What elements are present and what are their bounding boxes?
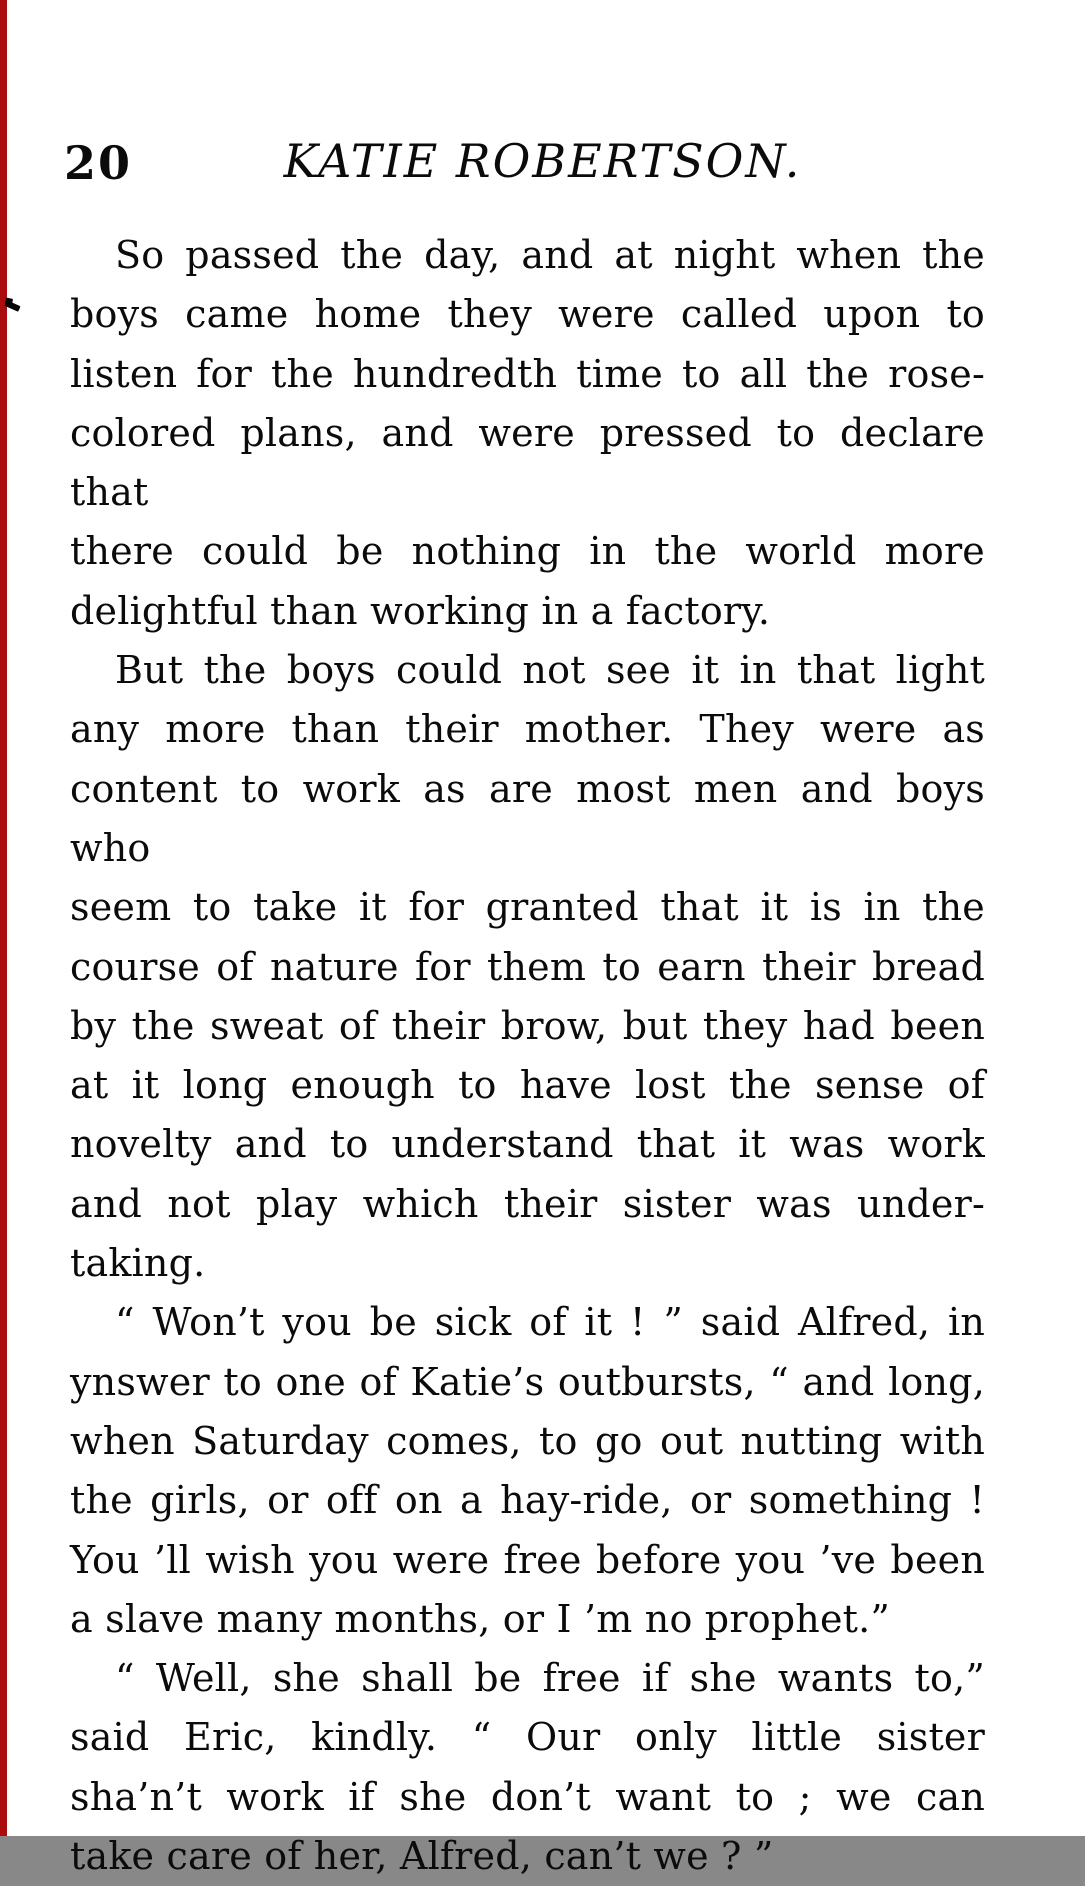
text-line: course of nature for them to earn their bread [70,944,985,989]
text-line: at it long enough to have lost the sense of [70,1063,985,1108]
text-line: ynswer to one of Katie’s outbursts, “ and long, [70,1359,985,1404]
text-line: boys came home they were called upon to [70,292,985,337]
text-line: any more than their mother. They were as [70,707,985,752]
text-line: said Eric, kindly. “ Our only little sister [70,1715,985,1760]
page-number: 20 [64,136,133,190]
text-line: novelty and to understand that it was work [70,1122,985,1167]
text-line: So passed the day, and at night when the [115,233,985,277]
text-line: by the sweat of their brow, but they had been [70,1003,985,1048]
paragraph [70,1293,985,1649]
text-line: take care of her, Alfred, can’t we ? ” [70,1834,774,1879]
text-line: taking. [70,1241,206,1286]
text-line: seem to take it for granted that it is in the [70,885,985,930]
running-title: KATIE ROBERTSON. [283,134,802,188]
text-line: when Saturday comes, to go out nutting with [70,1418,985,1463]
text-line: You ’ll wish you were free before you ’ve been [70,1537,985,1582]
text-line: colored plans, and were pressed to declare that [70,410,985,515]
paragraph [70,1649,985,1886]
text-line: “ Won’t you be sick of it ! ” said Alfred, in [115,1300,985,1345]
text-line: sha’n’t work if she don’t want to ; we can [70,1774,985,1819]
text-line: listen for the hundredth time to all the rose- [70,351,985,396]
paragraph [70,641,985,1293]
text-line: there could be nothing in the world more [70,529,985,574]
text-line: a slave many months, or I ’m no prophet.” [70,1596,891,1641]
body-text [70,226,985,1886]
text-line: “ Well, she shall be free if she wants to,” [115,1656,985,1701]
text-line: But the boys could not see it in that light [115,648,985,693]
text-line: delightful than working in a factory. [70,588,771,633]
text-line: and not play which their sister was under- [70,1181,985,1226]
text-line: content to work as are most men and boys who [70,766,985,870]
scan-edge-red-line [0,0,7,1836]
text-line: the girls, or off on a hay-ride, or something ! [70,1478,985,1523]
paragraph [70,226,985,641]
